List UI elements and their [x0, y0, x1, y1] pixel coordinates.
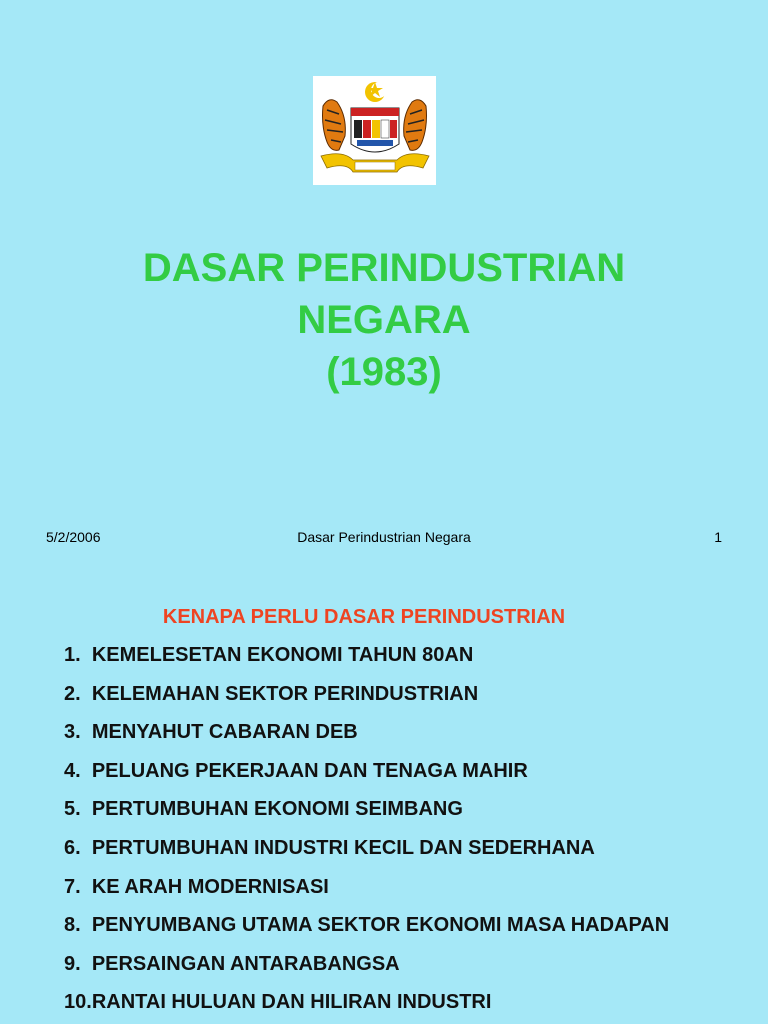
footer-title: Dasar Perindustrian Negara: [297, 529, 471, 545]
item-number: 4.: [64, 759, 81, 782]
item-number: 8.: [64, 914, 81, 937]
title-line-1: DASAR PERINDUSTRIAN: [142, 246, 626, 290]
item-number: 1.: [64, 644, 81, 666]
item-text: PELUANG PEKERJAAN DAN TENAGA MAHIR: [91, 759, 528, 782]
item-text: PERTUMBUHAN EKONOMI SEIMBANG: [91, 798, 463, 821]
item-text: MENYAHUT CABARAN DEB: [91, 721, 358, 744]
footer-page-number: 1: [714, 529, 722, 545]
item-number: 7.: [64, 875, 81, 898]
item-text: PERSAINGAN ANTARABANGSA: [91, 952, 400, 975]
item-number: 10.: [64, 991, 92, 1014]
item-number: 9.: [64, 952, 81, 975]
item-number: 3.: [64, 721, 81, 744]
item-text: KELEMAHAN SEKTOR PERINDUSTRIAN: [91, 682, 479, 705]
list-item: [64, 643, 754, 682]
section-heading: KENAPA PERLU DASAR PERINDUSTRIAN: [162, 606, 566, 628]
list-item: [64, 797, 754, 836]
item-text: RANTAI HULUAN DAN HILIRAN INDUSTRI: [91, 991, 492, 1014]
item-text: PERTUMBUHAN INDUSTRI KECIL DAN SEDERHANA: [91, 836, 595, 859]
list-item: [64, 836, 754, 875]
item-number: 6.: [64, 836, 81, 859]
reasons-list: [64, 643, 754, 1024]
list-item: [64, 913, 754, 952]
list-item: [64, 759, 754, 798]
footer-date: 5/2/2006: [46, 529, 101, 545]
item-number: 5.: [64, 798, 81, 821]
title-line-2: NEGARA: [297, 298, 471, 342]
list-item: [64, 990, 754, 1024]
item-text: PENYUMBANG UTAMA SEKTOR EKONOMI MASA HADAPAN: [91, 914, 670, 937]
list-item: [64, 952, 754, 991]
list-item: [64, 720, 754, 759]
item-text: KEMELESETAN EKONOMI TAHUN 80AN: [91, 644, 474, 666]
title-line-3: (1983): [326, 350, 442, 394]
list-item: [64, 682, 754, 721]
slide-title: [0, 242, 768, 398]
coat-of-arms-icon: [313, 76, 436, 185]
list-item: [64, 875, 754, 914]
slide-footer: [0, 529, 768, 547]
item-text: KE ARAH MODERNISASI: [91, 875, 329, 898]
item-number: 2.: [64, 682, 81, 705]
